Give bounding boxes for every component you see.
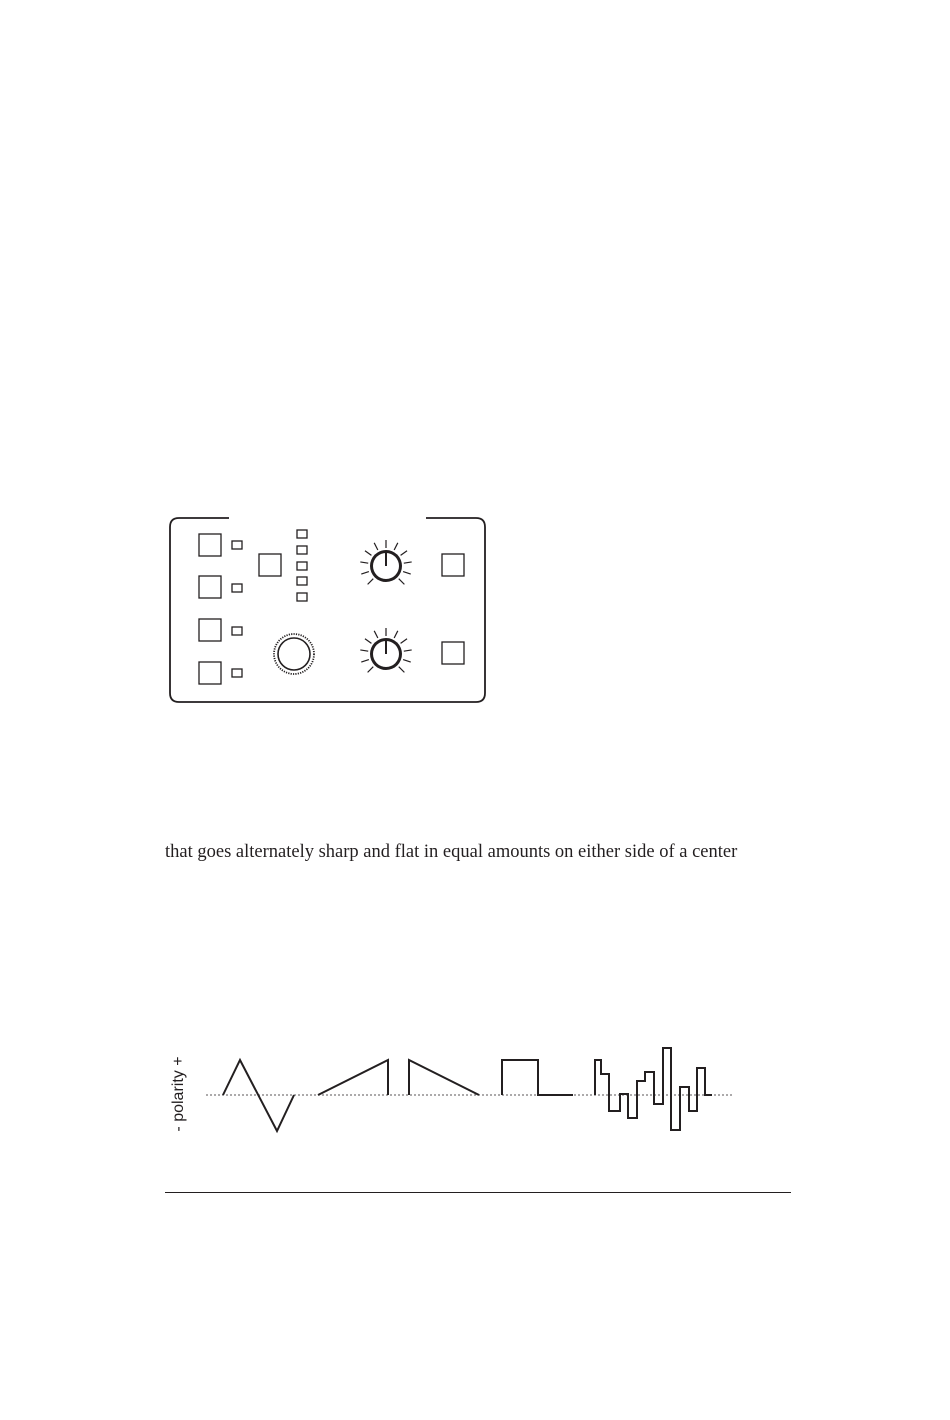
body-text-line: that goes alternately sharp and flat in equal amounts on either side of a center [165, 842, 738, 862]
bottom-rule [165, 1192, 791, 1193]
triangle-wave [223, 1060, 294, 1131]
square-wave [502, 1060, 573, 1095]
falling-sawtooth-wave [409, 1060, 479, 1095]
rising-sawtooth-wave [318, 1060, 388, 1095]
random-step-wave [595, 1048, 712, 1130]
polarity-axis-label: - polarity + [170, 1056, 187, 1132]
